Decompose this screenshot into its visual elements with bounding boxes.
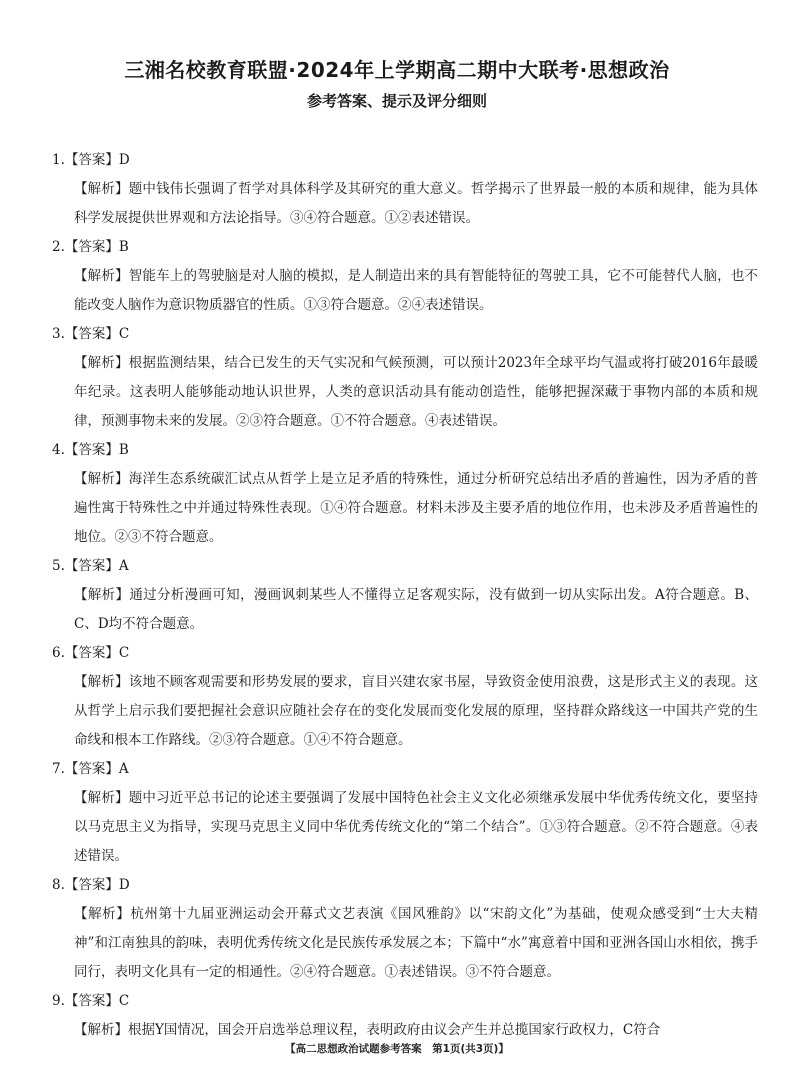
answer-line: 1.【答案】D <box>52 152 130 168</box>
explanation: 【解析】题中钱伟长强调了哲学对具体科学及其研究的重大意义。哲学揭示了世界最一般的本质和规律，能为具体科学发展提供世界观和方法论指导。③④符合题意。①②表述错误。 <box>74 181 758 226</box>
document-subtitle: 参考答案、提示及评分细则 <box>306 92 487 110</box>
explanation: 【解析】根据监测结果，结合已发生的天气实况和气候预测，可以预计2023年全球平均气温或将打破2016年最暖年纪录。这表明人能够能动地认识世界，人类的意识活动具有能动创造性，能够把握深藏于事物内部的本质和规律，预测事物未来的发展。②③符合题意。①不符合题意。④表述错误。 <box>74 355 758 429</box>
question-8 <box>52 871 758 987</box>
answer-line: 6.【答案】C <box>52 645 130 661</box>
question-9 <box>52 987 756 1045</box>
explanation: 【解析】通过分析漫画可知，漫画讽刺某些人不懂得立足客观实际，没有做到一切从实际出发。A符合题意。B、C、D均不符合题意。 <box>74 587 758 632</box>
answer-line: 2.【答案】B <box>52 239 129 255</box>
question-3 <box>52 320 758 436</box>
explanation: 【解析】根据Y国情况，国会开启选举总理议程，表明政府由议会产生并总揽国家行政权力，C符合 <box>74 1022 661 1038</box>
answer-line: 5.【答案】A <box>52 558 129 574</box>
question-6 <box>52 639 758 755</box>
explanation: 【解析】智能车上的驾驶脑是对人脑的模拟，是人制造出来的具有智能特征的驾驶工具，它不可能替代人脑，也不能改变人脑作为意识物质器官的性质。①③符合题意。②④表述错误。 <box>74 268 758 313</box>
answer-line: 8.【答案】D <box>52 877 130 893</box>
explanation: 【解析】题中习近平总书记的论述主要强调了发展中国特色社会主义文化必须继承发展中华优秀传统文化，要坚持以马克思主义为指导，实现马克思主义同中华优秀传统文化的“第二个结合”。①③符合题意。②不符合题意。④表述错误。 <box>74 790 758 864</box>
question-7 <box>52 755 758 871</box>
question-2 <box>52 233 758 320</box>
question-1 <box>52 146 758 233</box>
explanation: 【解析】海洋生态系统碳汇试点从哲学上是立足矛盾的特殊性，通过分析研究总结出矛盾的普遍性，因为矛盾的普遍性寓于特殊性之中并通过特殊性表现。①④符合题意。材料未涉及主要矛盾的地位作用，也未涉及矛盾普遍性的地位。②③不符合题意。 <box>74 471 758 545</box>
answer-line: 7.【答案】A <box>52 761 129 777</box>
answer-list <box>52 146 758 1045</box>
explanation: 【解析】该地不顾客观需要和形势发展的要求，盲目兴建农家书屋，导致资金使用浪费，这是形式主义的表现。这从哲学上启示我们要把握社会意识应随社会存在的变化发展而变化发展的原理，坚持群众路线这一中国共产党的生命线和根本工作路线。②③符合题意。①④不符合题意。 <box>74 674 758 748</box>
document-title: 三湘名校教育联盟·2024年上学期高二期中大联考·思想政治 <box>124 58 670 82</box>
answer-line: 3.【答案】C <box>52 326 130 342</box>
question-5 <box>52 552 758 639</box>
question-4 <box>52 436 758 552</box>
explanation: 【解析】杭州第十九届亚洲运动会开幕式文艺表演《国风雅韵》以“宋韵文化”为基础，使观众感受到“士大夫精神”和江南独具的韵味，表明优秀传统文化是民族传承发展之本；下篇中“水”寓意着中国和亚洲各国山水相依，携手同行，表明文化具有一定的相通性。②④符合题意。①表述错误。③不符合题意。 <box>74 906 758 980</box>
page-footer: 【高二思想政治试题参考答案 第1页(共3页)】 <box>285 1043 509 1055</box>
answer-line: 9.【答案】C <box>52 993 130 1009</box>
answer-line: 4.【答案】B <box>52 442 129 458</box>
